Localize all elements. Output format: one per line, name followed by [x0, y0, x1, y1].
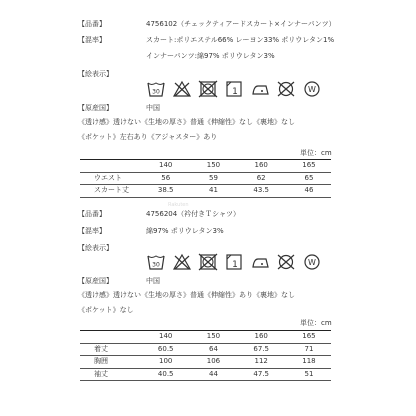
material-line: 綿97% ポリウレタン3%: [146, 227, 224, 235]
product-code-value: 4756102（チェックティアードスカート×インナーパンツ）: [146, 20, 336, 28]
table-cell: 40.5: [140, 368, 191, 381]
care-icons-row: [146, 80, 322, 98]
watermark: Rakuten: [168, 202, 189, 208]
no-bleach-icon: [172, 80, 192, 98]
table-cell: 47.5: [235, 368, 286, 381]
table-cell: 71: [287, 343, 331, 356]
wet-clean-icon: [302, 80, 322, 98]
material-line: インナーパンツ:綿97% ポリウレタン3%: [146, 52, 275, 60]
material-line: スカート:ポリエステル66% レーヨン33% ポリウレタン1%: [146, 36, 335, 44]
table-cell: 38.5: [140, 185, 191, 198]
wash-30-icon: [146, 80, 166, 98]
size-header-row: [80, 160, 331, 173]
row-name: 着丈: [80, 343, 140, 356]
size-table: [80, 330, 331, 381]
fabric-notes: 《透け感》透けない《生地の厚さ》普通《伸縮性》あり《裏地》なし: [78, 291, 295, 299]
table-cell: 112: [235, 356, 286, 369]
table-cell: 41: [191, 185, 235, 198]
origin-value: 中国: [146, 277, 160, 285]
fabric-notes: 《ポケット》左右あり《アジャスター》あり: [78, 133, 218, 141]
table-cell: 51: [287, 368, 331, 381]
size-header: 140: [140, 160, 191, 173]
wash-temp-text: 30: [152, 88, 160, 96]
product-code-value: 4756204（衿付きＴシャツ）: [146, 210, 241, 218]
table-cell: 100: [140, 356, 191, 369]
table-cell: 43.5: [235, 185, 286, 198]
size-header: 150: [191, 331, 235, 344]
table-cell: 44: [191, 368, 235, 381]
table-row: [80, 343, 331, 356]
material-label: 【混率】: [78, 36, 106, 44]
row-name: スカート丈: [80, 185, 140, 198]
table-cell: 56: [140, 172, 191, 185]
unit-label: 単位：cm: [300, 319, 332, 327]
table-cell: 65: [287, 172, 331, 185]
table-cell: 118: [287, 356, 331, 369]
wet-clean-icon: [302, 253, 322, 271]
table-cell: 60.5: [140, 343, 191, 356]
wet-clean-text: W: [308, 258, 316, 267]
origin-label: 【原産国】: [78, 277, 113, 285]
tumble-dry-prohibited-icon: [198, 80, 218, 98]
origin-value: 中国: [146, 104, 160, 112]
table-row: [80, 368, 331, 381]
table-cell: 59: [191, 172, 235, 185]
dry-clean-prohibited-icon: [276, 253, 296, 271]
row-name: ウエスト: [80, 172, 140, 185]
fabric-notes: 《透け感》透けない《生地の厚さ》普通《伸縮性》なし《裏地》なし: [78, 118, 295, 126]
table-row: [80, 185, 331, 198]
table-cell: 67.5: [235, 343, 286, 356]
wash-30-icon: [146, 253, 166, 271]
line-dry-shade-icon: [224, 80, 244, 98]
product-code-label: 【品番】: [78, 20, 106, 28]
material-label: 【混率】: [78, 227, 106, 235]
no-bleach-icon: [172, 253, 192, 271]
table-row: [80, 172, 331, 185]
table-cell: 62: [235, 172, 286, 185]
care-label: 【絵表示】: [78, 70, 113, 78]
iron-low-icon: [250, 80, 270, 98]
size-header: 160: [235, 160, 286, 173]
care-icons-row: [146, 253, 322, 271]
dry-clean-prohibited-icon: [276, 80, 296, 98]
size-header: 140: [140, 331, 191, 344]
size-header-empty: [80, 160, 140, 173]
line-dry-text: 1: [232, 260, 238, 270]
table-cell: 106: [191, 356, 235, 369]
size-header: 165: [287, 331, 331, 344]
size-table: [80, 159, 331, 198]
size-header: 165: [287, 160, 331, 173]
fabric-notes: 《ポケット》なし: [78, 306, 134, 314]
size-header: 160: [235, 331, 286, 344]
tumble-dry-prohibited-icon: [198, 253, 218, 271]
wash-temp-text: 30: [152, 261, 160, 269]
size-header-empty: [80, 331, 140, 344]
line-dry-text: 1: [232, 87, 238, 97]
table-cell: 46: [287, 185, 331, 198]
origin-label: 【原産国】: [78, 104, 113, 112]
row-name: 袖丈: [80, 368, 140, 381]
table-cell: 64: [191, 343, 235, 356]
care-label: 【絵表示】: [78, 244, 113, 252]
size-header: 150: [191, 160, 235, 173]
line-dry-shade-icon: [224, 253, 244, 271]
size-header-row: [80, 331, 331, 344]
table-row: [80, 356, 331, 369]
iron-low-icon: [250, 253, 270, 271]
unit-label: 単位：cm: [300, 149, 332, 157]
wet-clean-text: W: [308, 85, 316, 94]
row-name: 胸囲: [80, 356, 140, 369]
product-code-label: 【品番】: [78, 210, 106, 218]
